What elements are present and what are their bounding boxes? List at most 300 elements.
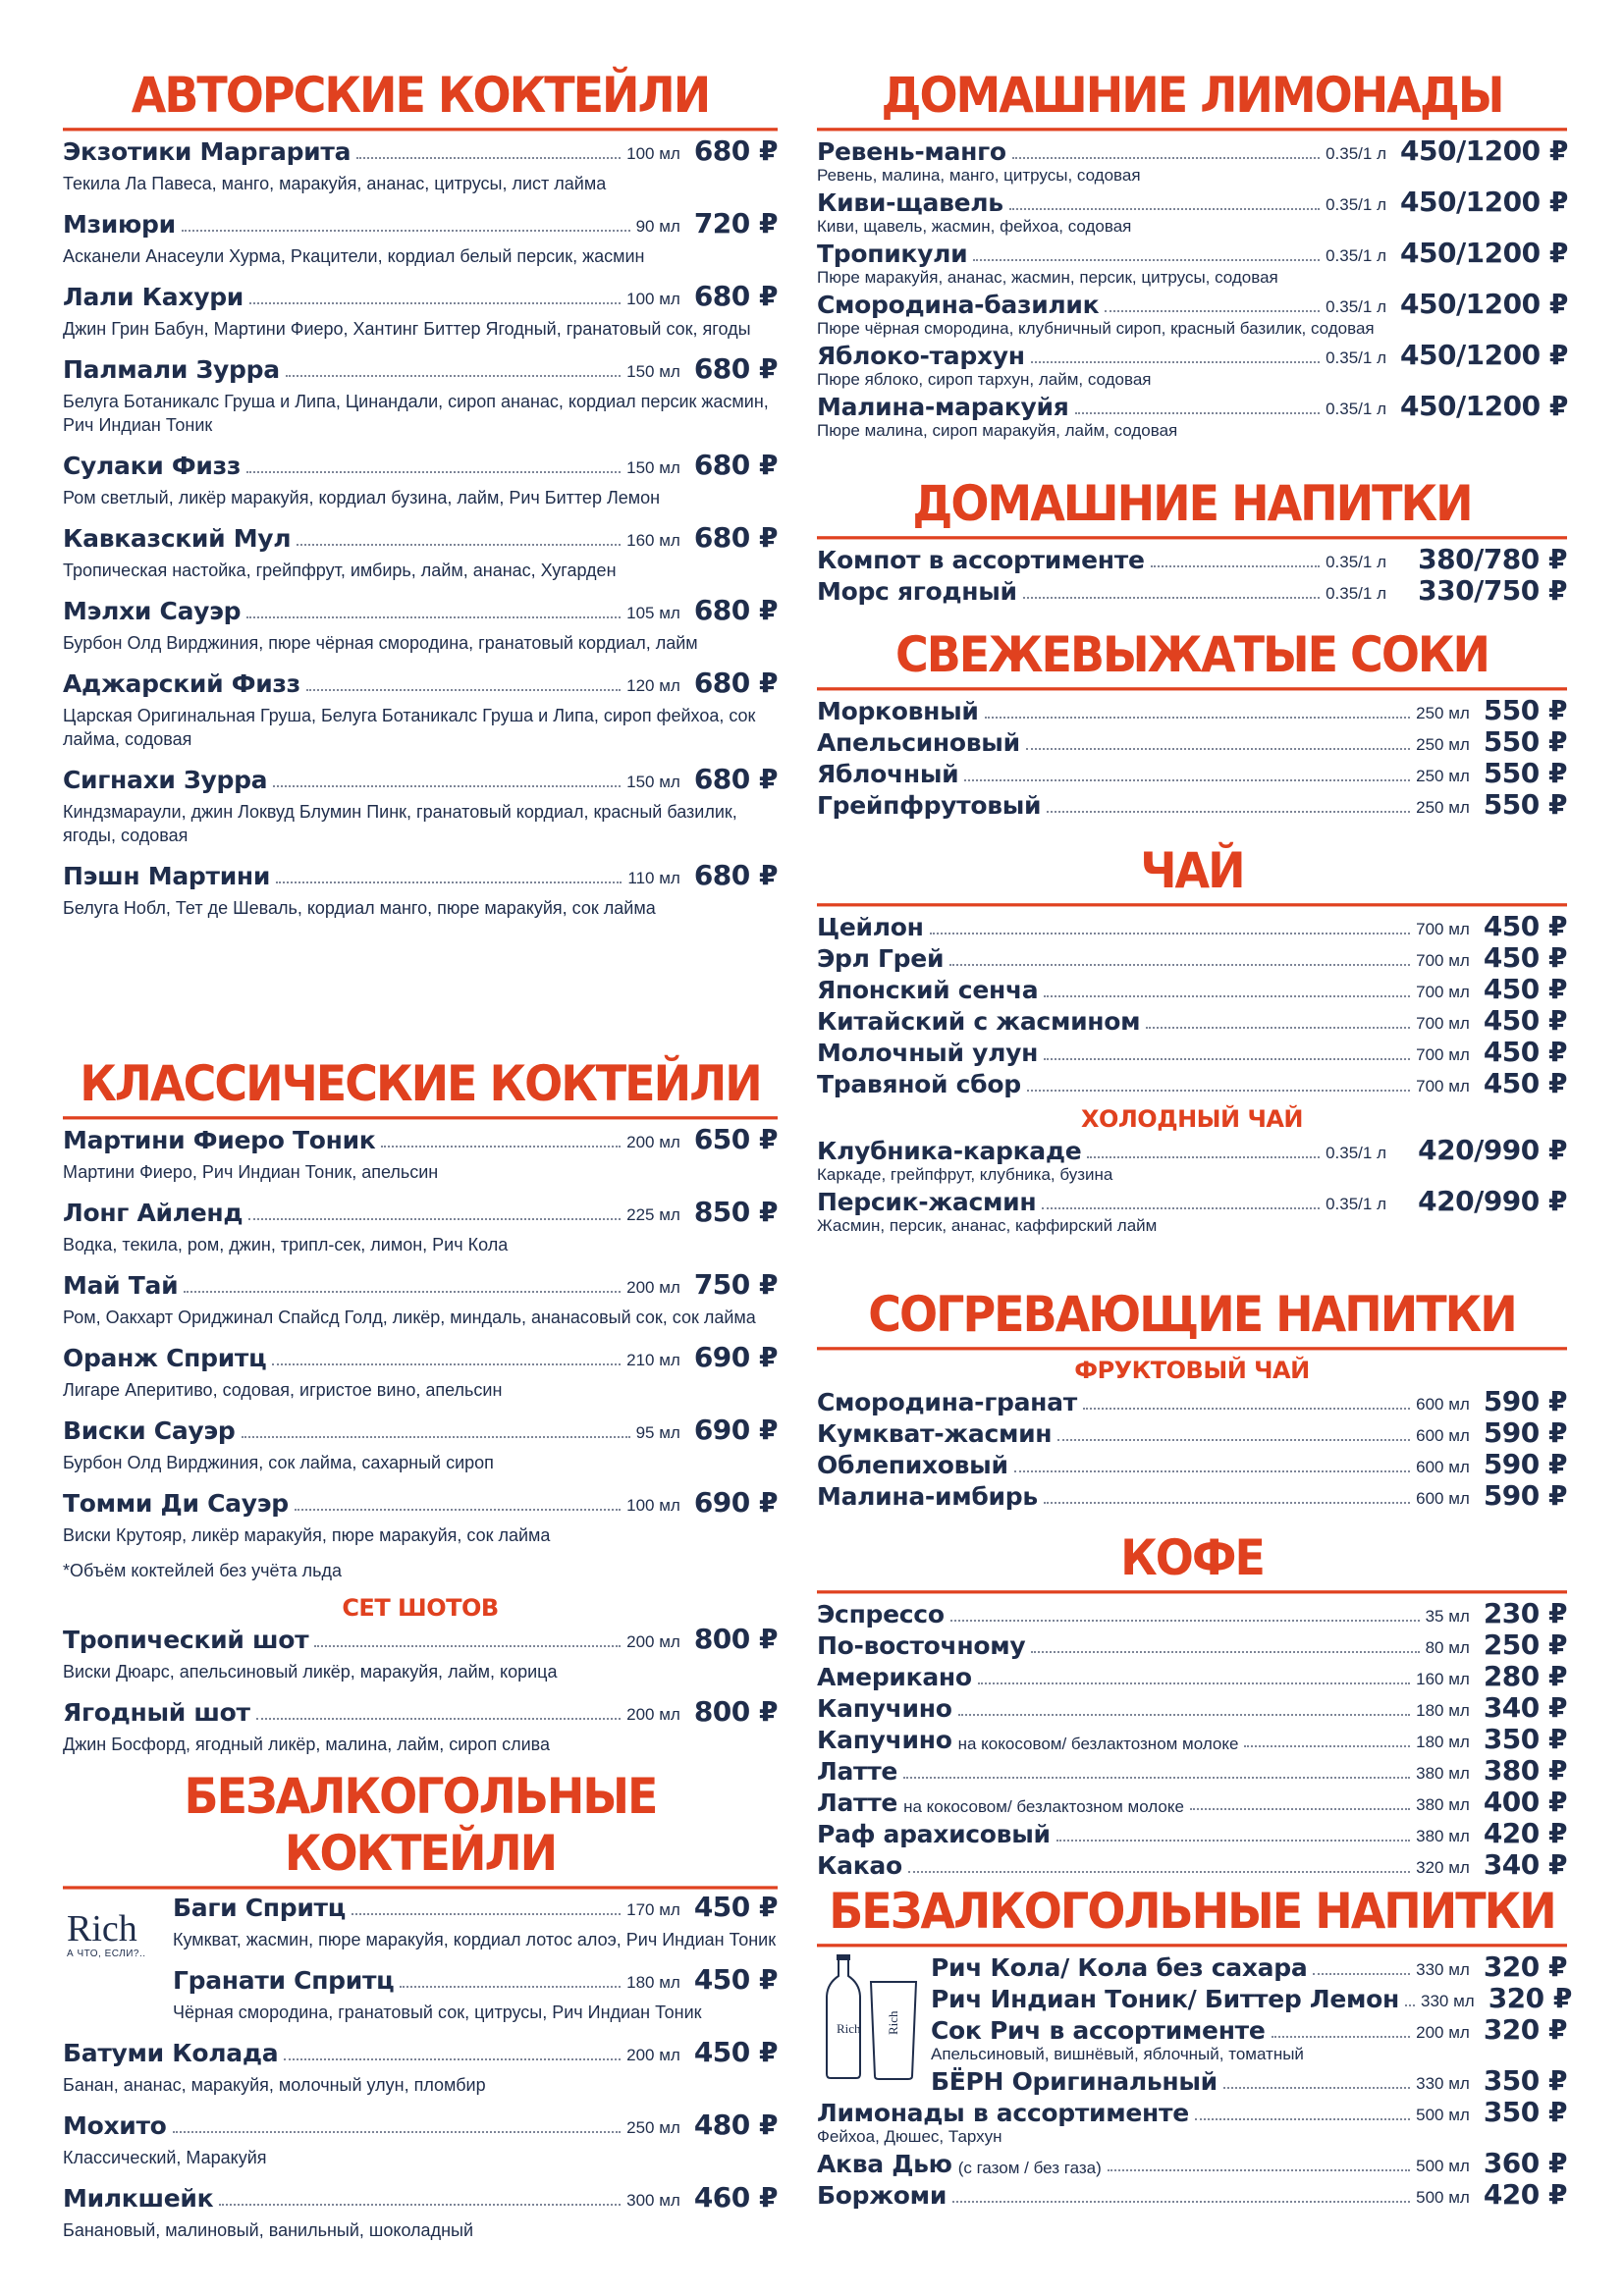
item-volume: 150 мл <box>626 458 680 477</box>
dot-leader <box>400 1986 621 1988</box>
menu-item-row <box>817 1788 1567 1817</box>
menu-item-row <box>817 1599 1567 1629</box>
menu-item-row <box>817 1662 1567 1691</box>
menu-item <box>817 1599 1567 1629</box>
item-price: 550 ₽ <box>1483 757 1567 789</box>
item-volume: 600 мл <box>1416 1426 1470 1445</box>
item-price: 450/1200 ₽ <box>1400 288 1568 320</box>
item-description: Текила Ла Павеса, манго, маракуйя, ананас, цитрусы, лист лайма <box>63 174 607 193</box>
item-volume: 200 мл <box>1416 2023 1470 2042</box>
menu-item <box>817 392 1567 441</box>
menu-item <box>63 1270 778 1329</box>
dot-leader <box>286 375 621 377</box>
menu-item <box>817 1418 1567 1448</box>
item-name: Мартини Фиеро Тоник <box>63 1126 376 1154</box>
item-volume: 200 мл <box>626 1133 680 1151</box>
item-price: 690 ₽ <box>693 1414 778 1446</box>
menu-item <box>817 2180 1567 2210</box>
dot-leader <box>1027 1090 1410 1092</box>
item-volume: 380 мл <box>1416 1795 1470 1814</box>
item-volume: 0.35/1 л <box>1326 144 1386 163</box>
item-price: 590 ₽ <box>1483 1385 1567 1417</box>
section-title: ДОМАШНИЕ НАПИТКИ <box>817 475 1567 540</box>
menu-item-row <box>817 1187 1567 1216</box>
item-volume: 250 мл <box>1416 798 1470 817</box>
menu-item <box>63 2038 778 2097</box>
footnote: *Объём коктейлей без учёта льда <box>63 1561 343 1580</box>
menu-item-row <box>173 1893 778 1922</box>
dot-leader <box>1151 565 1320 567</box>
dot-leader <box>1087 1156 1320 1158</box>
menu-item-row <box>817 392 1567 421</box>
item-volume: 200 мл <box>626 1632 680 1651</box>
item-volume: 0.35/1 л <box>1326 195 1386 214</box>
item-volume: 330 мл <box>1416 2074 1470 2093</box>
item-name: Малина-имбирь <box>817 1482 1038 1511</box>
menu-item <box>931 2015 1567 2064</box>
item-volume: 250 мл <box>1416 735 1470 754</box>
menu-item-row <box>63 136 778 166</box>
item-price: 450/1200 ₽ <box>1400 186 1568 218</box>
dot-leader <box>903 1777 1410 1779</box>
dot-leader <box>964 779 1410 781</box>
item-price: 420/990 ₽ <box>1418 1134 1567 1166</box>
menu-item <box>817 1756 1567 1786</box>
menu-item-row <box>817 1693 1567 1723</box>
item-price: 750 ₽ <box>693 1268 778 1301</box>
section-title: СВЕЖЕВЫЖАТЫЕ СОКИ <box>817 626 1567 691</box>
item-name: Киви-щавель <box>817 188 1003 217</box>
item-volume: 500 мл <box>1416 2106 1470 2124</box>
item-price: 550 ₽ <box>1483 725 1567 758</box>
dot-leader <box>249 302 621 304</box>
item-price: 450/1200 ₽ <box>1400 339 1568 371</box>
dot-leader <box>273 785 621 787</box>
menu-item-row <box>63 1697 778 1727</box>
item-price: 680 ₽ <box>693 449 778 481</box>
item-volume: 0.35/1 л <box>1326 553 1386 571</box>
dot-leader <box>958 1714 1411 1716</box>
menu-item <box>63 1198 778 1256</box>
item-note: (с газом / без газа) <box>957 2159 1102 2177</box>
menu-item-row <box>63 765 778 794</box>
item-volume: 700 мл <box>1416 1045 1470 1064</box>
item-description: Белуга Ботаникалс Груша и Липа, Цинандали, сироп ананас, кордиал персик жасмин, Рич Индиан Тоник <box>63 392 769 435</box>
menu-item-row <box>817 1418 1567 1448</box>
menu-item <box>817 187 1567 237</box>
dot-leader <box>356 157 621 159</box>
dot-leader <box>1056 1840 1410 1842</box>
menu-item-row <box>817 290 1567 319</box>
item-name: Яблоко-тархун <box>817 342 1025 370</box>
item-name: Морс ягодный <box>817 577 1017 606</box>
item-volume: 35 мл <box>1425 1607 1470 1626</box>
dot-leader <box>242 1436 630 1438</box>
dot-leader <box>1057 1439 1410 1441</box>
menu-item-row <box>817 1387 1567 1416</box>
menu-item-row <box>63 1270 778 1300</box>
dot-leader <box>1009 208 1320 210</box>
item-price: 590 ₽ <box>1483 1479 1567 1512</box>
item-volume: 0.35/1 л <box>1326 1195 1386 1213</box>
item-price: 450 ₽ <box>693 1963 778 1996</box>
item-name: Молочный улун <box>817 1039 1039 1067</box>
item-name: Пэшн Мартини <box>63 862 271 890</box>
section-classic-cocktails <box>63 1054 778 1770</box>
item-description: Ром светлый, ликёр маракуйя, кордиал бузина, лайм, Рич Биттер Лемон <box>63 488 661 507</box>
item-price: 460 ₽ <box>693 2181 778 2214</box>
menu-item-row <box>817 1630 1567 1660</box>
menu-item <box>817 1788 1567 1817</box>
menu-item-row <box>817 912 1567 941</box>
section-homemade-lemonades <box>817 66 1568 443</box>
item-list <box>817 1599 1567 1880</box>
item-list <box>817 136 1567 441</box>
item-description: Фейхоа, Дюшес, Тархун <box>817 2127 1002 2146</box>
menu-item <box>817 1006 1567 1036</box>
item-description: Виски Дюарс, апельсиновый ликёр, маракуйя, лайм, корица <box>63 1662 558 1682</box>
item-note: на кокосовом/ безлактозном молоке <box>903 1797 1184 1816</box>
item-volume: 105 мл <box>626 604 680 622</box>
item-price: 280 ₽ <box>1483 1660 1567 1692</box>
item-description: Виски Крутояр, ликёр маракуйя, пюре маракуйя, сок лайма <box>63 1525 551 1545</box>
item-name: Томми Ди Сауэр <box>63 1489 289 1518</box>
menu-item-row <box>817 2098 1567 2127</box>
dot-leader <box>1075 412 1321 414</box>
menu-item <box>817 290 1567 339</box>
item-name: Оранж Спритц <box>63 1344 267 1372</box>
menu-item <box>63 2110 778 2169</box>
item-description: Ром, Оакхарт Ориджинал Спайсд Голд, ликёр, миндаль, ананасовый сок, сок лайма <box>63 1308 756 1327</box>
item-list <box>931 1950 1572 2097</box>
dot-leader <box>306 689 621 691</box>
menu-item <box>817 1662 1567 1691</box>
item-price: 340 ₽ <box>1483 1691 1567 1724</box>
item-name: Кумкват-жасмин <box>817 1419 1053 1448</box>
dot-leader <box>1195 2118 1410 2120</box>
item-name: Тропикули <box>817 240 968 268</box>
menu-item-row <box>817 759 1567 788</box>
item-name: Персик-жасмин <box>817 1188 1037 1216</box>
dot-leader <box>182 230 630 232</box>
item-name: Баги Спритц <box>173 1894 346 1922</box>
dot-leader <box>297 544 621 546</box>
item-volume: 330 мл <box>1416 1960 1470 1979</box>
item-name: Цейлон <box>817 913 924 941</box>
item-price: 680 ₽ <box>693 763 778 795</box>
menu-item <box>931 2066 1567 2096</box>
item-price: 380 ₽ <box>1483 1754 1567 1787</box>
item-price: 720 ₽ <box>693 207 778 240</box>
item-name: Кавказский Мул <box>63 524 292 553</box>
item-volume: 0.35/1 л <box>1326 297 1386 316</box>
menu-item <box>817 341 1567 390</box>
section-nonalcoholic-cocktails <box>63 1767 778 2256</box>
item-volume: 500 мл <box>1416 2188 1470 2207</box>
dot-leader <box>219 2204 621 2206</box>
item-name: Морковный <box>817 697 979 725</box>
section-tea <box>817 841 1567 1238</box>
item-list <box>63 1125 778 1547</box>
menu-item-row <box>63 861 778 890</box>
menu-item <box>63 1488 778 1547</box>
dot-leader <box>184 1291 621 1293</box>
item-price: 480 ₽ <box>693 2109 778 2141</box>
menu-item <box>63 1415 778 1474</box>
item-description: Жасмин, персик, ананас, каффирский лайм <box>817 1216 1158 1235</box>
item-volume: 300 мл <box>626 2191 680 2210</box>
dot-leader <box>173 2131 622 2133</box>
dot-leader <box>978 1682 1410 1684</box>
dot-leader <box>276 881 622 883</box>
menu-item-row <box>817 727 1567 757</box>
item-volume: 700 мл <box>1416 983 1470 1001</box>
item-note: на кокосовом/ безлактозном молоке <box>957 1735 1239 1753</box>
menu-item <box>817 2098 1567 2147</box>
section-title: БЕЗАЛКОГОЛЬНЫЕ НАПИТКИ <box>817 1883 1567 1948</box>
dot-leader <box>950 1620 1420 1622</box>
item-name: Гранати Спритц <box>173 1966 395 1995</box>
item-description: Тропическая настойка, грейпфрут, имбирь, лайм, ананас, Хугарден <box>63 561 617 580</box>
item-volume: 700 мл <box>1416 951 1470 970</box>
menu-item-row <box>817 1725 1567 1754</box>
section-title: СОГРЕВАЮЩИЕ НАПИТКИ <box>817 1286 1567 1351</box>
menu-item <box>63 523 778 582</box>
menu-item-row <box>63 451 778 480</box>
item-name: Аджарский Физз <box>63 669 300 698</box>
menu-item-row <box>63 2110 778 2140</box>
item-name: Смородина-гранат <box>817 1388 1077 1416</box>
menu-item <box>817 1630 1567 1660</box>
item-price: 680 ₽ <box>693 667 778 699</box>
menu-item <box>63 451 778 509</box>
menu-item <box>63 1125 778 1184</box>
item-list <box>817 912 1567 1098</box>
menu-item-row <box>817 975 1567 1004</box>
menu-item-row <box>817 1450 1567 1479</box>
dot-leader <box>381 1146 621 1148</box>
item-name: Мохито <box>63 2111 167 2140</box>
dot-leader <box>246 616 621 618</box>
dot-leader <box>973 259 1320 261</box>
menu-item <box>931 1982 1572 2014</box>
item-name: Латте <box>817 1757 898 1786</box>
menu-item-row <box>817 1038 1567 1067</box>
glass-label: Rich <box>886 2010 900 2035</box>
menu-item <box>817 1136 1567 1185</box>
item-price: 450 ₽ <box>1483 1004 1567 1037</box>
item-price: 400 ₽ <box>1483 1786 1567 1818</box>
section-fresh-juices <box>817 625 1567 822</box>
item-description: Бурбон Олд Вирджиния, сок лайма, сахарный сироп <box>63 1453 494 1472</box>
item-price: 450 ₽ <box>1483 1067 1567 1099</box>
item-name: Японский сенча <box>817 976 1039 1004</box>
dot-leader <box>1044 1058 1410 1060</box>
dot-leader <box>352 1913 621 1915</box>
item-description: Джин Грин Бабун, Мартини Фиеро, Хантинг Биттер Ягодный, гранатовый сок, ягоды <box>63 319 751 339</box>
menu-item <box>817 576 1567 606</box>
item-volume: 200 мл <box>626 2046 680 2064</box>
item-name: Китайский с жасмином <box>817 1007 1141 1036</box>
item-price: 450 ₽ <box>693 1891 778 1923</box>
dot-leader <box>1012 157 1320 159</box>
item-price: 850 ₽ <box>693 1196 778 1228</box>
item-price: 420 ₽ <box>1483 1817 1567 1849</box>
dot-leader <box>314 1645 621 1647</box>
rich-logo <box>67 1909 175 1959</box>
item-price: 350 ₽ <box>1483 1723 1567 1755</box>
item-description: Асканели Анасеули Хурма, Ркацители, кордиал белый персик, жасмин <box>63 246 645 266</box>
item-description: Банан, ананас, маракуйя, молочный улун, пломбир <box>63 2075 486 2095</box>
menu-item <box>817 136 1567 186</box>
item-volume: 80 мл <box>1425 1638 1470 1657</box>
menu-item-row <box>63 523 778 553</box>
item-price: 550 ₽ <box>1483 694 1567 726</box>
dot-leader <box>1044 995 1410 997</box>
item-price: 380/780 ₽ <box>1418 543 1567 575</box>
item-name: Клубника-каркаде <box>817 1137 1082 1165</box>
menu-item-row <box>817 545 1567 574</box>
item-volume: 700 мл <box>1416 1014 1470 1033</box>
menu-item <box>817 1819 1567 1848</box>
item-volume: 600 мл <box>1416 1458 1470 1476</box>
item-name: Мэлхи Сауэр <box>63 597 242 625</box>
dot-leader <box>985 717 1410 719</box>
item-name: Экзотики Маргарита <box>63 137 352 166</box>
dot-leader <box>246 471 621 473</box>
dot-leader <box>1083 1408 1410 1410</box>
item-name: Компот в ассортименте <box>817 546 1145 574</box>
menu-item <box>173 1965 778 2024</box>
item-list <box>817 545 1567 606</box>
item-price: 680 ₽ <box>693 280 778 312</box>
item-volume: 250 мл <box>1416 704 1470 722</box>
item-name: Рич Кола/ Кола без сахара <box>931 1953 1308 1982</box>
dot-leader <box>952 2201 1410 2203</box>
item-price: 330/750 ₽ <box>1418 574 1567 607</box>
item-name: Ягодный шот <box>63 1698 250 1727</box>
item-price: 680 ₽ <box>693 134 778 167</box>
dot-leader <box>1223 2087 1410 2089</box>
item-volume: 200 мл <box>626 1705 680 1724</box>
dot-leader <box>1031 361 1320 363</box>
item-description: Бурбон Олд Вирджиния, пюре чёрная смородина, гранатовый кордиал, лайм <box>63 633 698 653</box>
dot-leader <box>1272 2036 1411 2038</box>
menu-item-row <box>931 2066 1567 2096</box>
item-description: Классический, Маракуйя <box>63 2148 267 2167</box>
menu-item-row <box>817 2149 1567 2178</box>
item-description: Пюре малина, сироп маракуйя, лайм, содовая <box>817 421 1178 440</box>
menu-item <box>817 1450 1567 1479</box>
item-volume: 90 мл <box>635 217 680 236</box>
item-name: Травяной сбор <box>817 1070 1021 1098</box>
menu-item-row <box>817 187 1567 217</box>
menu-item-row <box>817 341 1567 370</box>
item-price: 320 ₽ <box>1483 2013 1567 2046</box>
item-name: Батуми Колада <box>63 2039 279 2067</box>
item-price: 450/1200 ₽ <box>1400 390 1568 422</box>
item-description: Кумкват, жасмин, пюре маракуйя, кордиал лотос алоэ, Рич Индиан Тоник <box>173 1930 777 1949</box>
item-name: По-восточному <box>817 1631 1026 1660</box>
item-volume: 0.35/1 л <box>1326 246 1386 265</box>
dot-leader <box>1244 1745 1410 1747</box>
menu-item <box>63 1343 778 1402</box>
menu-item-row <box>63 2183 778 2213</box>
section-title: ЧАЙ <box>817 842 1567 907</box>
section-homemade-drinks <box>817 474 1567 608</box>
item-price: 450 ₽ <box>1483 941 1567 974</box>
item-description: Киндзмараули, джин Локвуд Блумин Пинк, гранатовый кордиал, красный базилик, ягоды, содовая <box>63 802 737 845</box>
item-volume: 225 мл <box>626 1205 680 1224</box>
menu-item <box>817 912 1567 941</box>
section-title: КЛАССИЧЕСКИЕ КОКТЕЙЛИ <box>63 1055 778 1120</box>
dot-leader <box>1044 1502 1410 1504</box>
menu-item-row <box>817 1481 1567 1511</box>
menu-item-row <box>931 2015 1567 2045</box>
menu-item-row <box>817 239 1567 268</box>
item-name: Смородина-базилик <box>817 291 1100 319</box>
item-name: Лали Кахури <box>63 283 244 311</box>
menu-item-row <box>931 1982 1572 2014</box>
item-price: 550 ₽ <box>1483 788 1567 821</box>
menu-item-row <box>63 1625 778 1654</box>
menu-item-row <box>63 1343 778 1372</box>
item-description: Пюре яблоко, сироп тархун, лайм, содовая <box>817 370 1152 389</box>
section-title: ДОМАШНИЕ ЛИМОНАДЫ <box>817 67 1567 132</box>
menu-item-row <box>63 596 778 625</box>
item-price: 450 ₽ <box>1483 910 1567 942</box>
dot-leader <box>1313 1973 1410 1975</box>
menu-item-row <box>817 943 1567 973</box>
dot-leader <box>295 1509 621 1511</box>
menu-item <box>63 354 778 437</box>
menu-item <box>63 1625 778 1683</box>
item-price: 680 ₽ <box>693 521 778 554</box>
bottles-illustration <box>817 1952 930 2080</box>
item-price: 690 ₽ <box>693 1341 778 1373</box>
menu-item <box>817 2149 1567 2178</box>
menu-item-row <box>63 282 778 311</box>
item-name: Мзиюри <box>63 210 176 239</box>
section-warming-drinks <box>817 1285 1567 1513</box>
menu-item <box>817 727 1567 757</box>
item-description: Апельсиновый, вишнёвый, яблочный, томатный <box>931 2045 1304 2063</box>
menu-item-row <box>63 1488 778 1518</box>
item-volume: 700 мл <box>1416 920 1470 938</box>
item-price: 800 ₽ <box>693 1623 778 1655</box>
item-price: 420 ₽ <box>1483 2178 1567 2211</box>
item-volume: 250 мл <box>626 2118 680 2137</box>
menu-item <box>817 1038 1567 1067</box>
menu-item <box>817 696 1567 725</box>
item-name: БЁРН Оригинальный <box>931 2067 1218 2096</box>
menu-item <box>817 790 1567 820</box>
item-price: 450 ₽ <box>693 2036 778 2068</box>
item-volume: 180 мл <box>1416 1701 1470 1720</box>
menu-item <box>817 975 1567 1004</box>
item-volume: 0.35/1 л <box>1326 348 1386 367</box>
item-description: Пюре маракуйя, ананас, жасмин, персик, цитрусы, содовая <box>817 268 1278 287</box>
menu-item <box>63 209 778 268</box>
menu-item-row <box>817 790 1567 820</box>
dot-leader <box>1190 1808 1410 1810</box>
item-description: Каркаде, грейпфрут, клубника, бузина <box>817 1165 1113 1184</box>
menu-item <box>63 136 778 195</box>
item-price: 450 ₽ <box>1483 973 1567 1005</box>
item-price: 680 ₽ <box>693 859 778 891</box>
item-volume: 210 мл <box>626 1351 680 1369</box>
item-volume: 700 мл <box>1416 1077 1470 1095</box>
